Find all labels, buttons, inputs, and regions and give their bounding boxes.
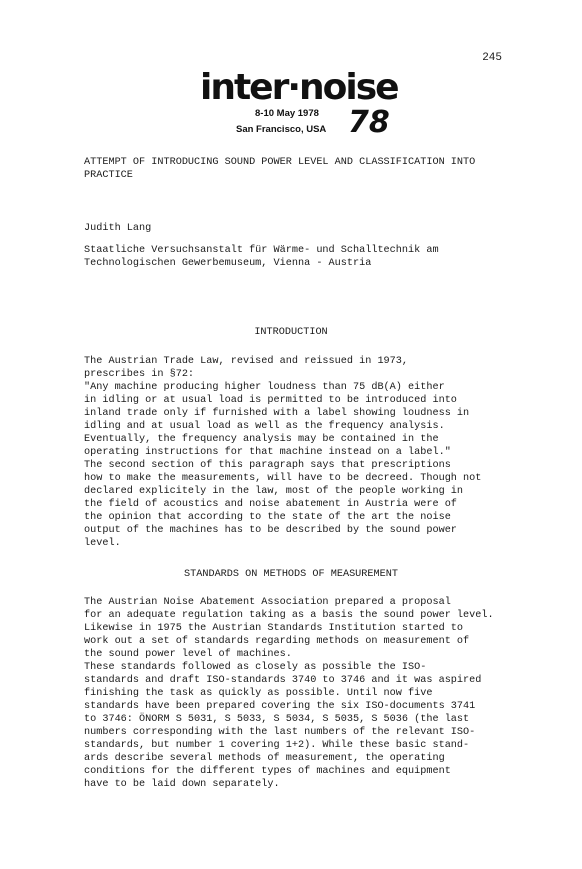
author-affiliation: Staatliche Versuchsanstalt für Wärme- und Schalltechnik am Technologischen Gewerbemuseum, Vienna - Austria bbox=[84, 245, 439, 269]
section-heading-standards: STANDARDS ON METHODS OF MEASUREMENT bbox=[184, 569, 398, 580]
logo-city: San Francisco, USA bbox=[236, 124, 327, 135]
conference-logo bbox=[200, 67, 398, 140]
standards-body: The Austrian Noise Abatement Association prepared a proposal for an adequate regulation taking as a basis the sound power level. Likewise in 1975 the Austrian Standards Institution started to work out a set of standards regarding methods on measurement of the sound power level of machines. These standards followed as closely as possible the ISO- standards and draft ISO-standards 3740 to 3746 and it was aspired finishing the task as quickly as possible. Until now five standards have been prepared covering the six ISO-documents 3741 to 3746: ÖNORM S 5031, S 5033, S 5034, S 5035, S 5036 (the last numbers corresponding with the last numbers of the relevant ISO- standards, but number 1 covering 1+2). While these basic stand- ards describe several methods of measurement, the operating conditions for the different types of machines and equipment have to be laid down separately. bbox=[84, 597, 494, 790]
paper-title: ATTEMPT OF INTRODUCING SOUND POWER LEVEL AND CLASSIFICATION INTO PRACTICE bbox=[84, 157, 476, 181]
logo-dates: 8-10 May 1978 bbox=[255, 108, 319, 119]
logo-wordmark: inter·noise bbox=[200, 67, 398, 108]
page-number: 245 bbox=[482, 52, 502, 64]
author-name: Judith Lang bbox=[84, 223, 152, 234]
logo-year: 78 bbox=[348, 105, 390, 140]
introduction-body: The Austrian Trade Law, revised and reissued in 1973, prescribes in §72: "Any machine producing higher loudness than 75 dB(A) either in idling or at usual load is permitted to be introduced into inland trade only if furnished with a label showing loudness in idling and at usual load as well as the frequency analysis. Eventually, the frequency analysis may be contained in the operating instructions for that machine instead on a label." The second section of this paragraph says that prescriptions how to make the measurements, will have to be decreed. Though not declared explicitely in the law, most of the people working in the field of acoustics and noise abatement in Austria were of the opinion that according to the state of the art the noise output of the machines has to be described by the sound power level. bbox=[84, 356, 482, 549]
section-heading-introduction: INTRODUCTION bbox=[254, 327, 328, 338]
